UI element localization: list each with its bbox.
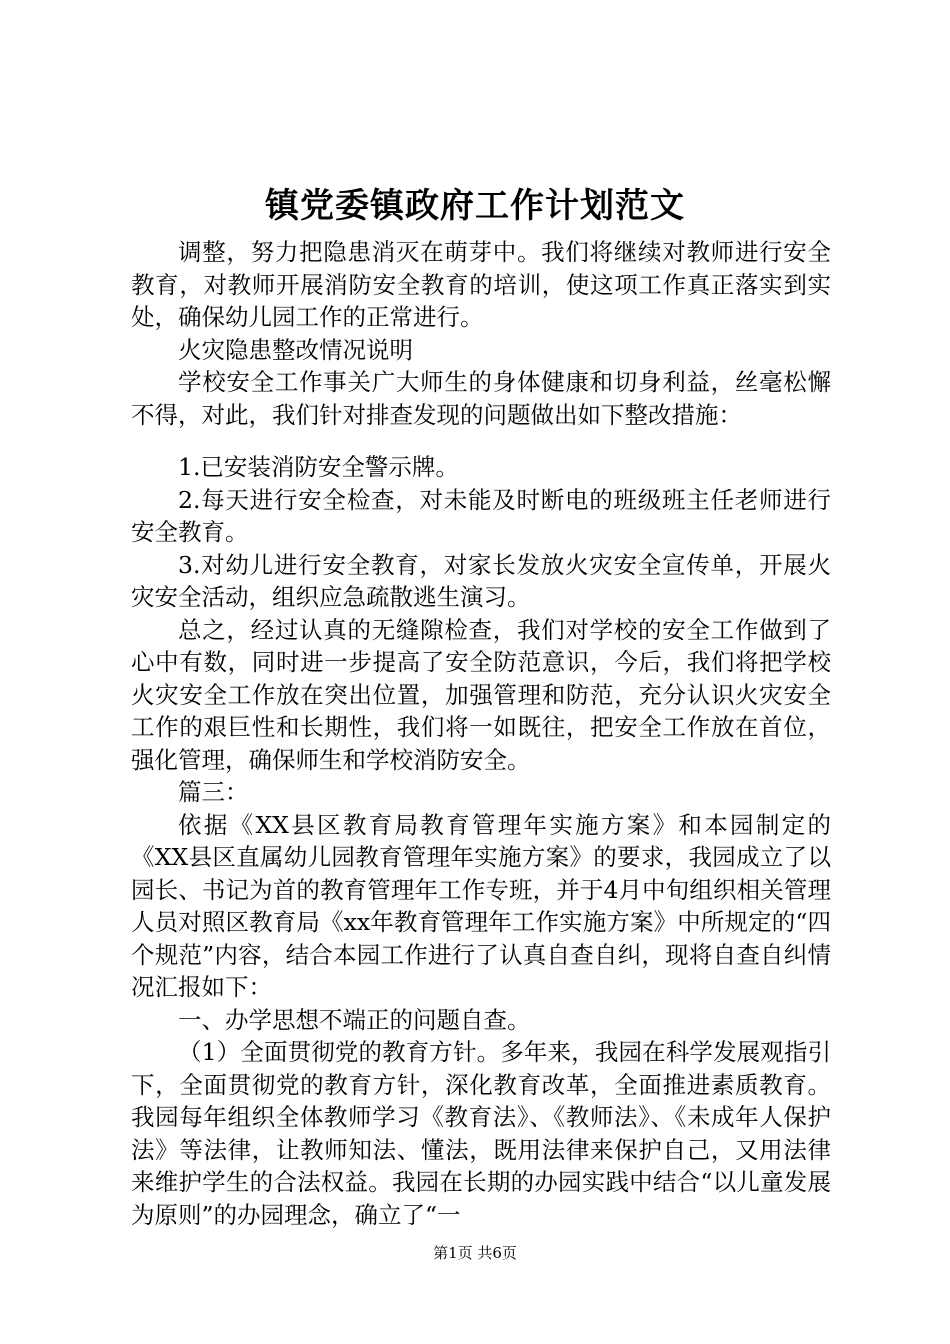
paragraph-self-inspection-basis: 依据《XX县区教育局教育管理年实施方案》和本园制定的《XX县区直属幼儿园教育管理年实施方案》的要求，我园成立了以园长、书记为首的教育管理年工作专班，并于4月中旬组织相关管理人员对照区教育局《xx年教育管理年工作实施方案》中所规定的“四个规范”内容，结合本园工作进行了认真自查自纠，现将自查自纠情况汇报如下： <box>131 810 831 1001</box>
section-heading-part-three: 篇三： <box>178 778 249 806</box>
paragraph-rectification-intro: 调整，努力把隐患消灭在萌芽中。我们将继续对教师进行安全教育，对教师开展消防安全教育的培训，使这项工作真正落实到实处，确保幼儿园工作的正常进行。 <box>131 238 831 331</box>
list-item-measure-3: 3.对幼儿进行安全教育，对家长发放火灾安全宣传单，开展火灾安全活动，组织应急疏散逃生演习。 <box>131 550 831 611</box>
document-body <box>131 236 831 1231</box>
section-heading-school-philosophy: 一、办学思想不端正的问题自查。 <box>178 1005 531 1034</box>
document-title: 镇党委镇政府工作计划范文 <box>265 186 685 226</box>
paragraph-safety-importance: 学校安全工作事关广大师生的身体健康和切身利益，丝毫松懈不得，对此，我们针对排查发现的问题做出如下整改措施： <box>131 368 831 429</box>
paragraph-education-policy: （1）全面贯彻党的教育方针。多年来，我园在科学发展观指引下，全面贯彻党的教育方针，深化教育改革，全面推进素质教育。我园每年组织全体教师学习《教育法》、《教师法》、《未成年人保护法》等法律，让教师知法、懂法，既用法律来保护自己，又用法律来维护学生的合法权益。我园在长期的办园实践中结合“以儿童发展为原则”的办园理念，确立了“一 <box>131 1038 831 1229</box>
paragraph-summary: 总之，经过认真的无缝隙检查，我们对学校的安全工作做到了心中有数，同时进一步提高了安全防范意识，今后，我们将把学校火灾安全工作放在突出位置，加强管理和防范，充分认识火灾安全工作的艰巨性和长期性，我们将一如既往，把安全工作放在首位，强化管理，确保师生和学校消防安全。 <box>131 615 831 774</box>
section-heading-fire-hazard: 火灾隐患整改情况说明 <box>178 335 413 364</box>
page-number-footer: 第1页 共6页 <box>433 1244 517 1262</box>
list-item-measure-1: 1.已安装消防安全警示牌。 <box>178 453 459 481</box>
list-item-measure-2: 2.每天进行安全检查，对未能及时断电的班级班主任老师进行安全教育。 <box>131 485 831 546</box>
